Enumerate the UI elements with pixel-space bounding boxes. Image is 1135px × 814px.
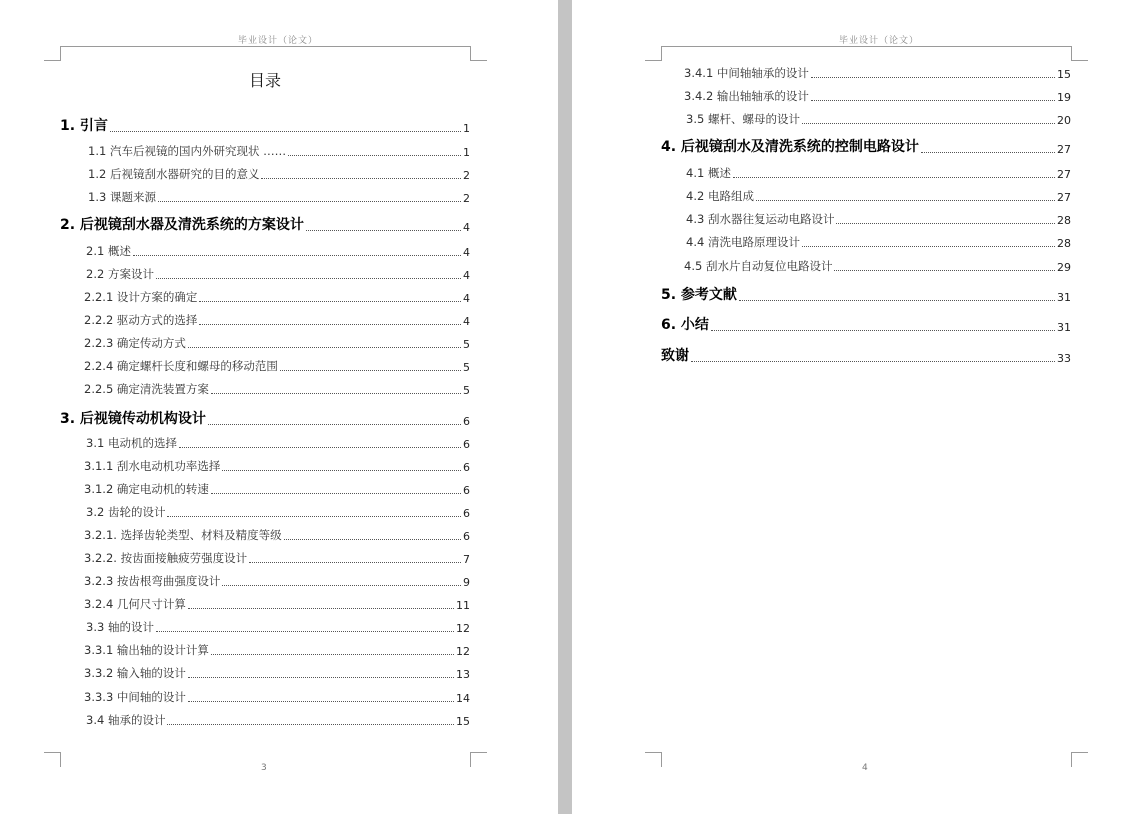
toc-entry-page: 13 xyxy=(456,668,470,681)
page-number: 4 xyxy=(862,763,868,773)
toc-entry xyxy=(84,336,470,351)
toc-leader-dots xyxy=(167,724,454,725)
toc-entry xyxy=(686,189,1071,204)
toc-entry-title: 4.5 刮水片自动复位电路设计 xyxy=(684,259,833,273)
crop-mark xyxy=(645,46,662,61)
toc-leader-dots xyxy=(208,424,461,425)
toc-entry-page: 7 xyxy=(463,553,470,566)
page-number: 3 xyxy=(261,763,267,773)
toc-entry xyxy=(686,112,1071,127)
toc-heading-entry xyxy=(60,117,470,135)
toc-leader-dots xyxy=(261,178,461,179)
toc-entry-title: 2.2.1 设计方案的确定 xyxy=(84,290,198,304)
toc-entry xyxy=(84,643,470,658)
page-gutter xyxy=(558,0,572,814)
toc-leader-dots xyxy=(802,246,1055,247)
toc-entry xyxy=(84,690,470,705)
header-rule xyxy=(661,46,1071,47)
toc-entry xyxy=(686,235,1071,250)
toc-leader-dots xyxy=(179,447,461,448)
toc-entry-page: 4 xyxy=(463,269,470,282)
toc-entry-page: 12 xyxy=(456,622,470,635)
toc-leader-dots xyxy=(811,77,1055,78)
page-header: 毕业设计（论文） xyxy=(839,36,920,46)
toc-entry xyxy=(86,505,470,520)
toc-entry-title: 1.3 课题来源 xyxy=(88,190,156,204)
toc-heading-entry xyxy=(661,286,1071,304)
toc-entry xyxy=(84,359,470,374)
toc-entry xyxy=(86,267,470,282)
document-page-right xyxy=(572,0,1135,814)
toc-leader-dots xyxy=(199,301,461,302)
toc-entry-title: 2.2.3 确定传动方式 xyxy=(84,336,186,350)
toc-entry xyxy=(684,66,1071,81)
toc-entry-page: 19 xyxy=(1057,91,1071,104)
toc-entry-title: 4.4 清洗电路原理设计 xyxy=(686,235,800,249)
toc-entry-page: 2 xyxy=(463,192,470,205)
toc-heading-entry xyxy=(60,216,470,234)
toc-entry-title: 3.2.2. 按齿面接触疲劳强度设计 xyxy=(84,551,248,565)
toc-entry-page: 4 xyxy=(463,221,470,234)
toc-entry-title: 4.1 概述 xyxy=(686,166,731,180)
toc-entry-page: 28 xyxy=(1057,237,1071,250)
toc-entry-page: 6 xyxy=(463,530,470,543)
toc-entry-title: 3.4 轴承的设计 xyxy=(86,713,166,727)
toc-leader-dots xyxy=(110,131,461,132)
toc-leader-dots xyxy=(739,300,1055,301)
toc-leader-dots xyxy=(802,123,1055,124)
toc-entry-page: 6 xyxy=(463,484,470,497)
toc-entry-title: 3.3.2 输入轴的设计 xyxy=(84,666,186,680)
document-page-left xyxy=(0,0,558,814)
toc-leader-dots xyxy=(211,393,461,394)
toc-leader-dots xyxy=(188,701,454,702)
toc-entry-title: 1.2 后视镜刮水器研究的目的意义 xyxy=(88,167,260,181)
toc-entry xyxy=(86,436,470,451)
toc-entry-page: 5 xyxy=(463,338,470,351)
toc-leader-dots xyxy=(811,100,1055,101)
toc-leader-dots xyxy=(284,539,461,540)
toc-leader-dots xyxy=(158,201,461,202)
toc-entry xyxy=(84,482,470,497)
toc-entry-title: 4.3 刮水器往复运动电路设计 xyxy=(686,212,835,226)
toc-heading-entry xyxy=(60,410,470,428)
toc-entry-title: 2.1 概述 xyxy=(86,244,131,258)
toc-leader-dots xyxy=(691,361,1055,362)
toc-entry xyxy=(88,144,470,159)
toc-entry-page: 20 xyxy=(1057,114,1071,127)
toc-entry-title: 3.1.2 确定电动机的转速 xyxy=(84,482,209,496)
toc-entry-title: 3.2.1. 选择齿轮类型、材料及精度等级 xyxy=(84,528,282,542)
toc-entry-page: 4 xyxy=(463,315,470,328)
toc-entry-page: 15 xyxy=(1057,68,1071,81)
toc-entry xyxy=(84,382,470,397)
toc-entry-title: 3.2 齿轮的设计 xyxy=(86,505,166,519)
toc-entry-title: 3.1 电动机的选择 xyxy=(86,436,177,450)
toc-entry-title: 3.3.1 输出轴的设计计算 xyxy=(84,643,209,657)
toc-entry xyxy=(88,190,470,205)
toc-entry xyxy=(84,574,470,589)
toc-entry-page: 29 xyxy=(1057,261,1071,274)
header-rule xyxy=(60,46,470,47)
toc-leader-dots xyxy=(211,654,454,655)
toc-entry-page: 31 xyxy=(1057,291,1071,304)
toc-entry-page: 4 xyxy=(463,292,470,305)
toc-entry-page: 2 xyxy=(463,169,470,182)
toc-entry xyxy=(84,313,470,328)
toc-entry-title: 3.4.1 中间轴轴承的设计 xyxy=(684,66,809,80)
crop-mark xyxy=(470,46,487,61)
toc-entry-title: 6. 小结 xyxy=(661,317,709,333)
toc-leader-dots xyxy=(733,177,1055,178)
crop-mark xyxy=(44,46,61,61)
crop-mark xyxy=(1071,46,1088,61)
toc-leader-dots xyxy=(156,631,454,632)
toc-entry-title: 5. 参考文献 xyxy=(661,287,737,303)
toc-entry-title: 3.1.1 刮水电动机功率选择 xyxy=(84,459,221,473)
toc-entry-page: 15 xyxy=(456,715,470,728)
toc-entry xyxy=(84,528,470,543)
toc-leader-dots xyxy=(711,330,1055,331)
toc-entry xyxy=(86,620,470,635)
toc-entry xyxy=(84,597,470,612)
toc-entry-page: 12 xyxy=(456,645,470,658)
toc-leader-dots xyxy=(222,470,461,471)
toc-entry-page: 28 xyxy=(1057,214,1071,227)
toc-entry-title: 3.4.2 输出轴轴承的设计 xyxy=(684,89,809,103)
toc-entry-page: 1 xyxy=(463,146,470,159)
crop-mark xyxy=(645,752,662,767)
toc-entry-title: 3.3 轴的设计 xyxy=(86,620,154,634)
toc-entry-page: 27 xyxy=(1057,191,1071,204)
toc-entry xyxy=(86,713,470,728)
toc-entry-title: 2.2.4 确定螺杆长度和螺母的移动范围 xyxy=(84,359,278,373)
toc-leader-dots xyxy=(280,370,461,371)
toc-leader-dots xyxy=(756,200,1055,201)
toc-entry-page: 6 xyxy=(463,415,470,428)
toc-leader-dots xyxy=(188,347,461,348)
toc-heading-entry xyxy=(661,138,1071,156)
toc-entry xyxy=(84,290,470,305)
toc-entry-page: 5 xyxy=(463,384,470,397)
toc-entry-title: 3. 后视镜传动机构设计 xyxy=(60,411,206,427)
toc-entry-page: 31 xyxy=(1057,321,1071,334)
toc-leader-dots xyxy=(288,155,461,156)
toc-entry-title: 2.2.5 确定清洗装置方案 xyxy=(84,382,209,396)
toc-entry-title: 致谢 xyxy=(661,348,689,364)
toc-entry-title: 1.1 汽车后视镜的国内外研究现状 …… xyxy=(88,144,287,158)
toc-entry-title: 3.2.4 几何尺寸计算 xyxy=(84,597,186,611)
toc-entry-page: 6 xyxy=(463,507,470,520)
toc-entry-title: 1. 引言 xyxy=(60,118,108,134)
toc-leader-dots xyxy=(834,270,1055,271)
toc-entry-page: 27 xyxy=(1057,168,1071,181)
toc-entry xyxy=(684,89,1071,104)
crop-mark xyxy=(470,752,487,767)
toc-entry xyxy=(84,459,470,474)
toc-leader-dots xyxy=(156,278,461,279)
toc-entry xyxy=(686,212,1071,227)
toc-leader-dots xyxy=(167,516,461,517)
crop-mark xyxy=(44,752,61,767)
toc-leader-dots xyxy=(188,677,454,678)
toc-entry xyxy=(86,244,470,259)
toc-leader-dots xyxy=(188,608,454,609)
toc-leader-dots xyxy=(133,255,461,256)
toc-entry-page: 6 xyxy=(463,461,470,474)
toc-entry-page: 14 xyxy=(456,692,470,705)
crop-mark xyxy=(1071,752,1088,767)
toc-leader-dots xyxy=(211,493,461,494)
toc-entry xyxy=(686,166,1071,181)
toc-leader-dots xyxy=(921,152,1055,153)
toc-entry-title: 3.2.3 按齿根弯曲强度设计 xyxy=(84,574,221,588)
toc-title: 目录 xyxy=(249,71,282,90)
toc-heading-entry xyxy=(661,316,1071,334)
toc-entry-title: 3.5 螺杆、螺母的设计 xyxy=(686,112,800,126)
toc-entry-page: 5 xyxy=(463,361,470,374)
toc-entry-page: 1 xyxy=(463,122,470,135)
toc-leader-dots xyxy=(222,585,461,586)
toc-entry-title: 2. 后视镜刮水器及清洗系统的方案设计 xyxy=(60,217,304,233)
toc-leader-dots xyxy=(836,223,1055,224)
toc-entry xyxy=(84,551,470,566)
toc-entry-title: 2.2 方案设计 xyxy=(86,267,154,281)
toc-entry-page: 9 xyxy=(463,576,470,589)
toc-entry-page: 27 xyxy=(1057,143,1071,156)
toc-entry-title: 2.2.2 驱动方式的选择 xyxy=(84,313,198,327)
toc-entry xyxy=(84,666,470,681)
toc-entry-page: 33 xyxy=(1057,352,1071,365)
toc-leader-dots xyxy=(306,230,461,231)
toc-entry-page: 6 xyxy=(463,438,470,451)
toc-entry-title: 3.3.3 中间轴的设计 xyxy=(84,690,186,704)
toc-entry xyxy=(88,167,470,182)
toc-heading-entry xyxy=(661,347,1071,365)
toc-entry xyxy=(684,259,1071,274)
toc-entry-title: 4. 后视镜刮水及清洗系统的控制电路设计 xyxy=(661,139,919,155)
page-header: 毕业设计（论文） xyxy=(238,36,319,46)
toc-entry-page: 11 xyxy=(456,599,470,612)
toc-leader-dots xyxy=(199,324,461,325)
toc-entry-title: 4.2 电路组成 xyxy=(686,189,754,203)
toc-leader-dots xyxy=(249,562,461,563)
toc-entry-page: 4 xyxy=(463,246,470,259)
